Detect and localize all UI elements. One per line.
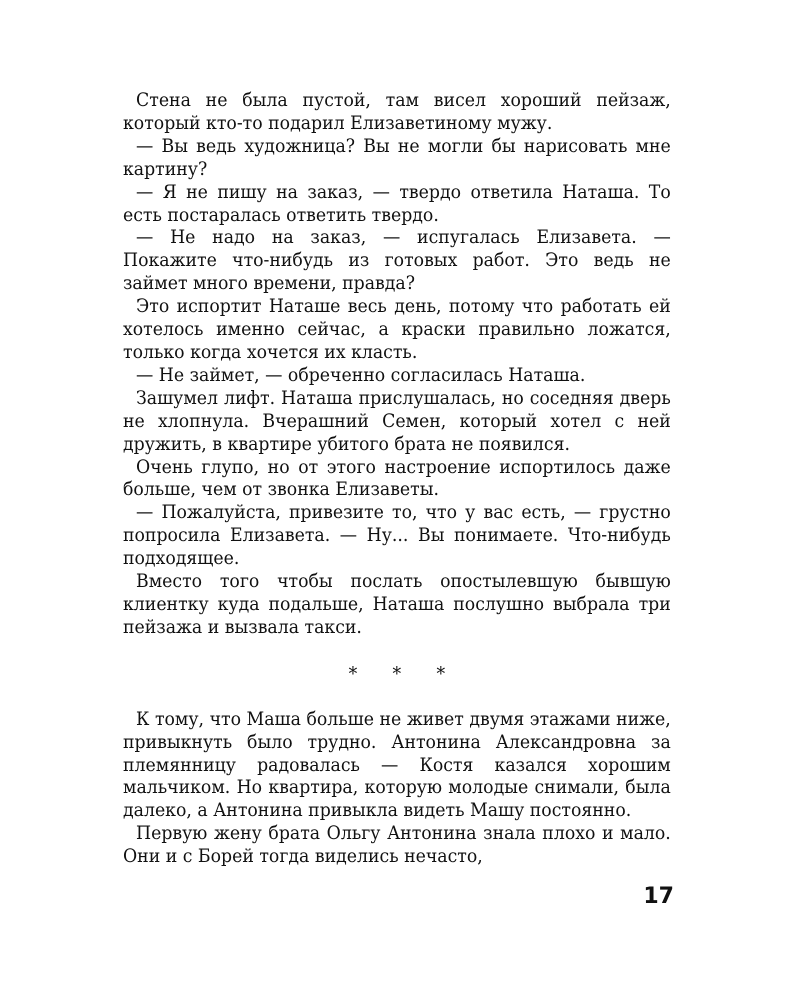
- paragraph: — Пожалуйста, привезите то, что у вас есть, — грустно попросила Елизавета. — Ну... Вы понимаете. Что-нибудь подходящее.: [123, 502, 671, 570]
- paragraph: — Вы ведь художница? Вы не могли бы нарисовать мне картину?: [123, 135, 671, 180]
- paragraph: — Я не пишу на заказ, — твердо ответила Наташа. То есть постаралась ответить твердо.: [123, 181, 671, 226]
- text-section-1: [123, 90, 671, 640]
- page-number: 17: [643, 884, 674, 909]
- paragraph: Первую жену брата Ольгу Антонина знала плохо и мало. Они и с Борей тогда виделись нечасто,: [123, 823, 671, 868]
- paragraph: Очень глупо, но от этого настроение испортилось даже больше, чем от звонка Елизаветы.: [123, 456, 671, 501]
- paragraph: Вместо того чтобы послать опостылевшую бывшую клиентку куда подальше, Наташа послушно выбрала три пейзажа и вызвала такси.: [123, 571, 671, 638]
- paragraph: Зашумел лифт. Наташа прислушалась, но соседняя дверь не хлопнула. Вчерашний Семен, который хотел с ней дружить, в квартире убитого брата не появился.: [123, 387, 671, 455]
- section-separator: * * *: [348, 663, 460, 685]
- paragraph: Стена не была пустой, там висел хороший пейзаж, который кто-то подарил Елизаветиному мужу.: [123, 90, 671, 134]
- book-page: [123, 90, 671, 869]
- text-section-2: [123, 709, 671, 869]
- paragraph: К тому, что Маша больше не живет двумя этажами ниже, привыкнуть было трудно. Антонина Александровна за племянницу радовалась — Костя казался хорошим мальчиком. Но квартира, которую молодые снимали, была далеко, а Антонина привыкла видеть Машу постоянно.: [123, 708, 671, 822]
- paragraph: — Не займет, — обреченно согласилась Наташа.: [136, 364, 586, 386]
- paragraph: Это испортит Наташе весь день, потому что работать ей хотелось именно сейчас, а краски правильно ложатся, только когда хочется их класть.: [123, 296, 671, 363]
- paragraph: — Не надо на заказ, — испугалась Елизавета. — Покажите что-нибудь из готовых работ. Это ведь не займет много времени, правда?: [123, 227, 671, 295]
